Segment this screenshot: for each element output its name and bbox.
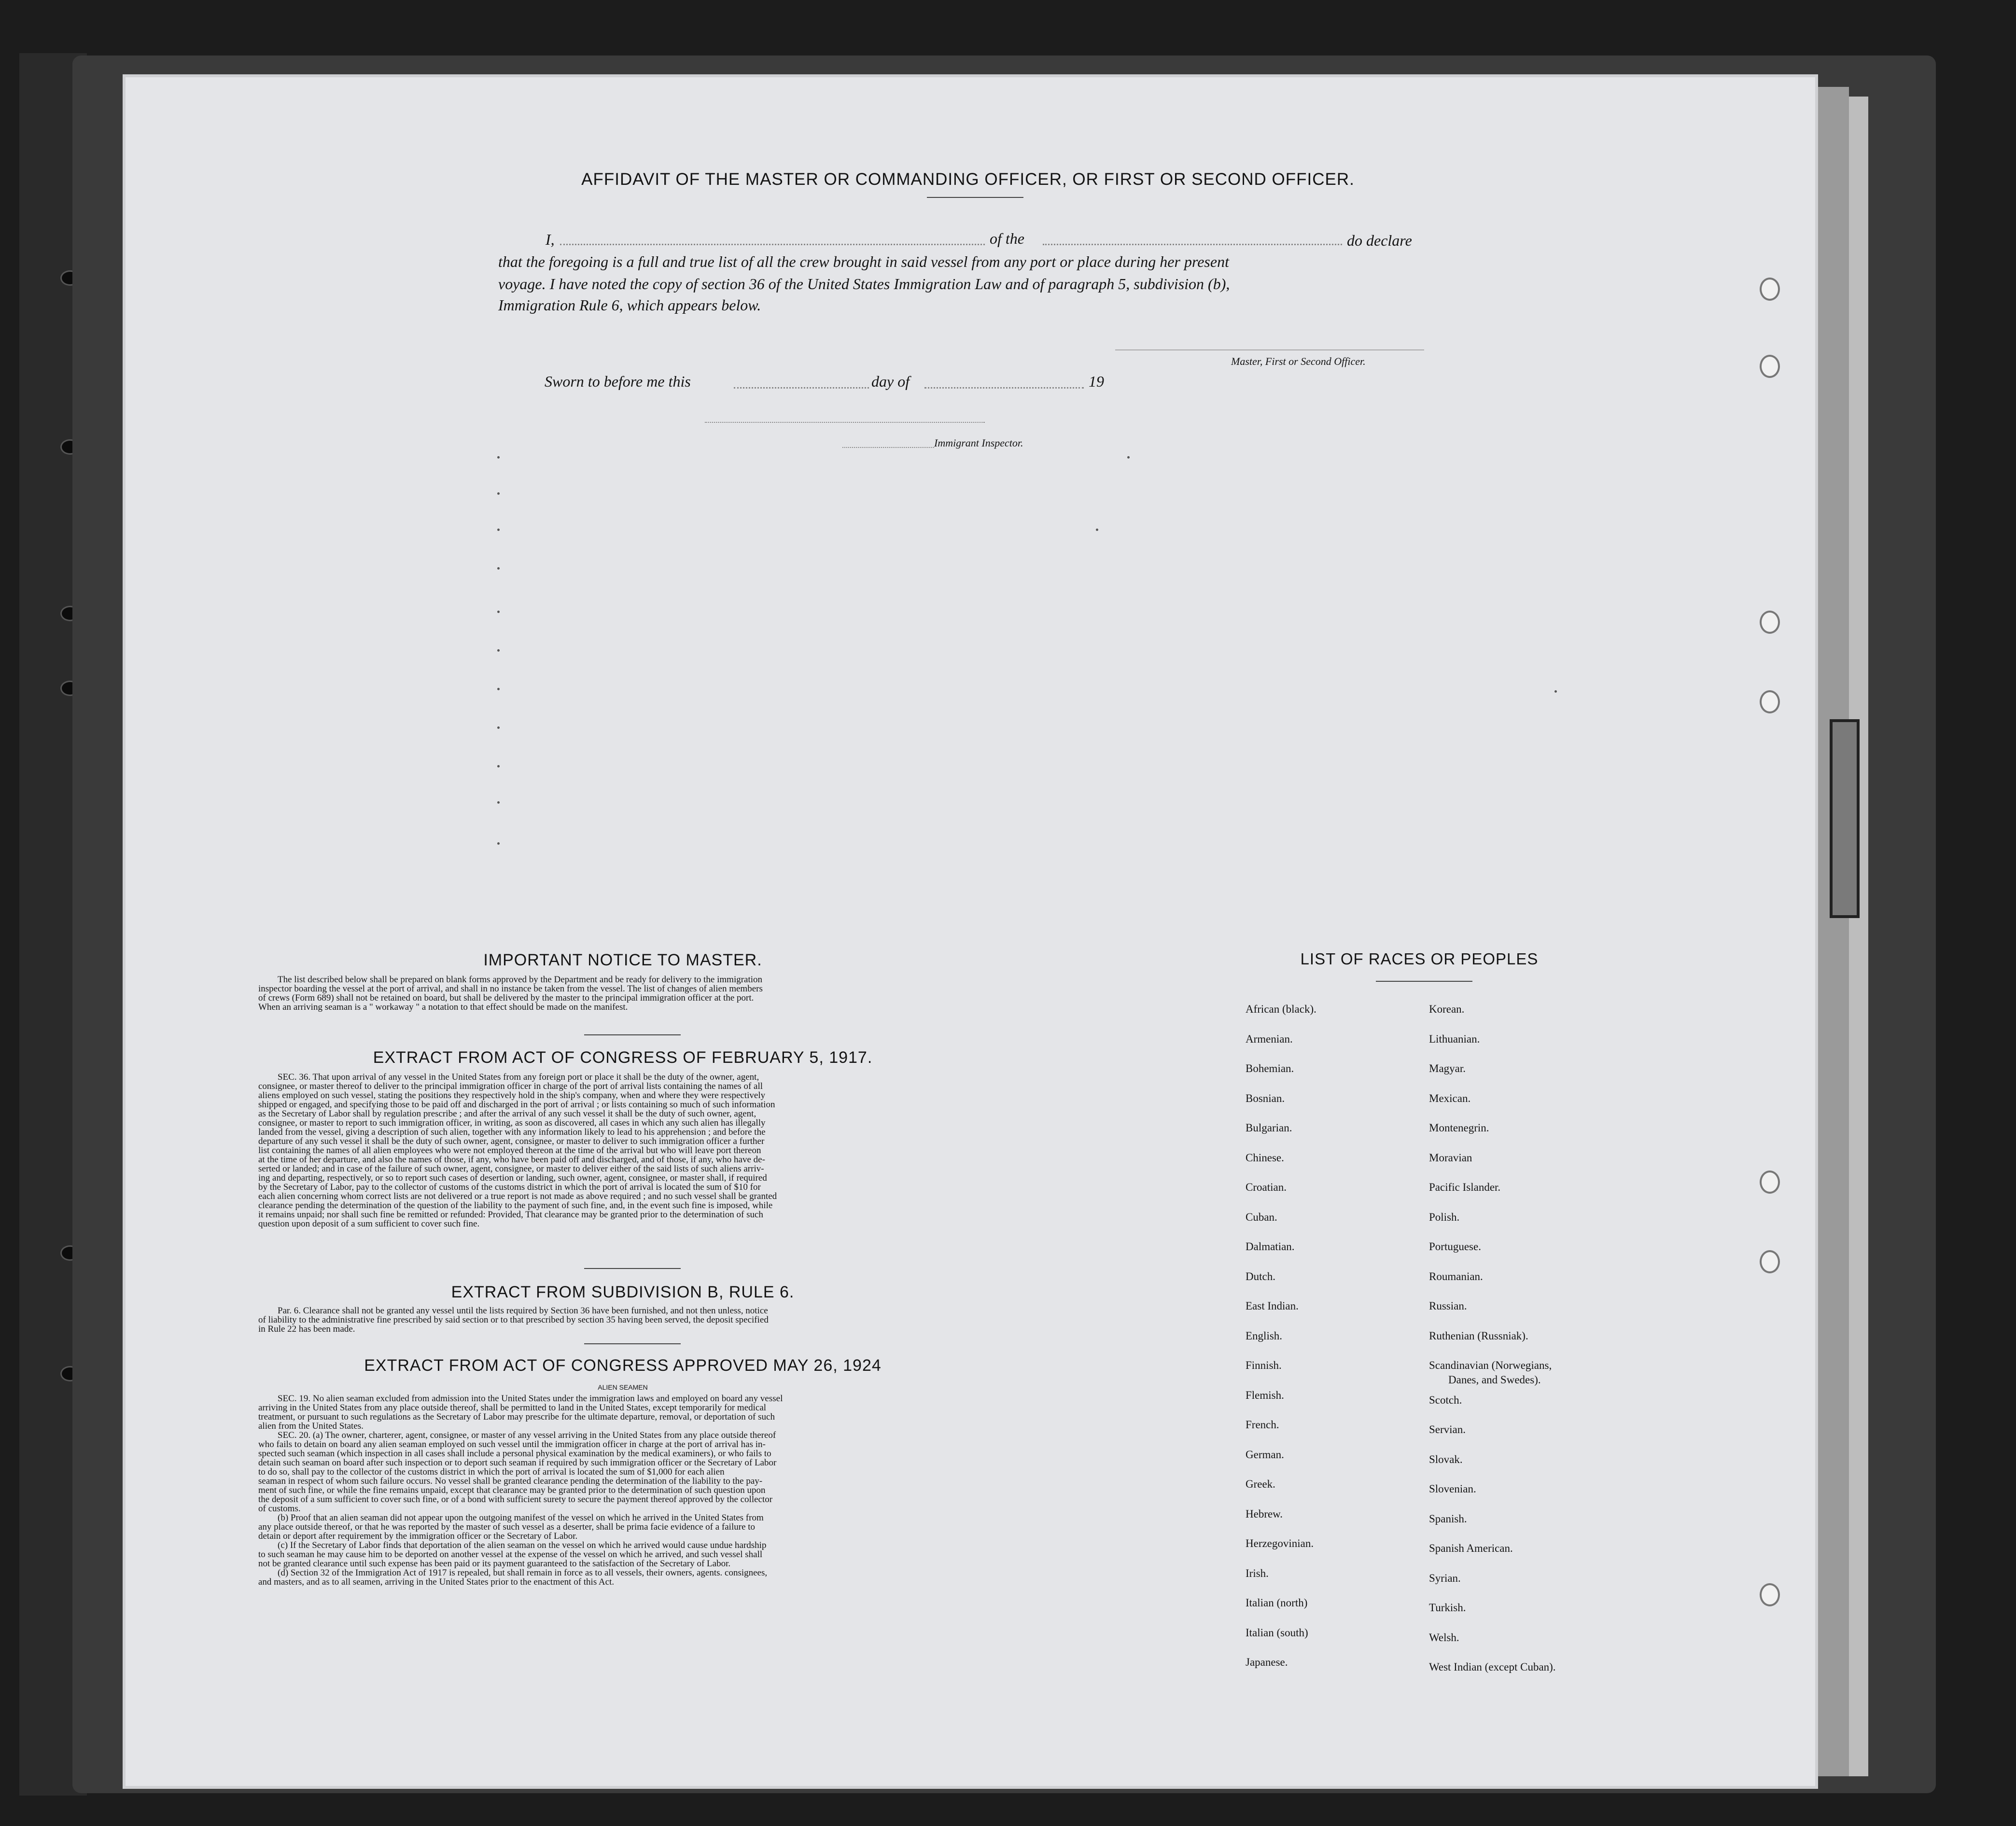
text-line: any place outside thereof, or that he was reported by the master of such vessel as a deserter, shall be prima facie evidence of a failure to xyxy=(258,1522,756,1532)
text-line: consignee, or master to report to such immigration officer, in writing, as soon as discovered, all cases in which any such alien has illegally xyxy=(258,1118,766,1128)
race-item: East Indian. xyxy=(1246,1300,1299,1312)
sworn-label: Sworn to before me this xyxy=(545,373,691,390)
speck xyxy=(497,842,500,845)
race-item: Polish. xyxy=(1429,1211,1460,1223)
speck xyxy=(497,492,500,495)
vessel-blank[interactable] xyxy=(1043,244,1342,245)
race-item: Korean. xyxy=(1429,1003,1465,1015)
speck xyxy=(497,801,500,804)
race-item: Turkish. xyxy=(1429,1602,1466,1614)
title-rule xyxy=(927,197,1023,198)
race-item: Cuban. xyxy=(1246,1211,1277,1223)
race-item: English. xyxy=(1246,1329,1283,1342)
race-item: Slovak. xyxy=(1429,1453,1463,1465)
text-line: each alien concerning whom correct lists are not delivered or a true report is not made as above required ; and no such vessel shall be granted xyxy=(258,1191,777,1201)
text-line: at the time of her departure, and also the names of those, if any, who have been paid off and discharged, and of those, if any, who have de- xyxy=(258,1155,765,1165)
race-item: Bulgarian. xyxy=(1246,1122,1292,1134)
speck xyxy=(497,456,500,459)
text-line: not be granted clearance until such expense has been paid or its payment guaranteed to the satisfaction of the Secretary of Labor. xyxy=(258,1559,731,1569)
text-line: alien from the United States. xyxy=(258,1421,364,1431)
race-item: Scandinavian (Norwegians, xyxy=(1429,1359,1552,1371)
page-edge xyxy=(1849,97,1868,1776)
text-line: spected such seaman (which inspection in all cases shall include a personal physical examination by the medical examiners), or who fails to xyxy=(258,1449,771,1459)
master-signature-label: Master, First or Second Officer. xyxy=(1231,355,1366,367)
text-line: landed from the vessel, giving a description of such alien, together with any information likely to lead to his apprehension ; and before the xyxy=(258,1127,766,1137)
race-item: Croatian. xyxy=(1246,1181,1287,1193)
speck xyxy=(497,611,500,613)
race-item: Slovenian. xyxy=(1429,1483,1476,1495)
race-item: Chinese. xyxy=(1246,1151,1284,1164)
text-line: arriving in the United States from any place outside thereof, shall be permitted to land in the United States, except temporarily for medical xyxy=(258,1403,767,1413)
text-line: serted or landed; and in case of the failure of such owner, agent, consignee, or master to deliver either of the said lists of such aliens arriv- xyxy=(258,1164,764,1174)
race-item: Flemish. xyxy=(1246,1389,1284,1401)
text-line: clearance pending the determination of the question of the liability to the payment of such fine, and, in the event such fine is imposed, while xyxy=(258,1200,773,1211)
speck xyxy=(497,649,500,652)
day-of-label: day of xyxy=(871,373,910,390)
text-line: as the Secretary of Labor shall by regulation prescribe ; and after the arrival of any such vessel it shall be the duty of such owner, agent, xyxy=(258,1109,756,1119)
speck xyxy=(497,529,500,531)
extract-1924-text xyxy=(258,1394,987,1587)
race-item: Japanese. xyxy=(1246,1656,1288,1668)
race-item: Danes, and Swedes). xyxy=(1448,1374,1541,1386)
race-item: Russian. xyxy=(1429,1300,1467,1312)
sworn-day-blank[interactable] xyxy=(734,387,869,389)
text-line: When an arriving seaman is a " workaway " a notation to that effect should be made on the manifest. xyxy=(258,1002,628,1012)
section-rule xyxy=(584,1268,681,1269)
affidavit-line2: that the foregoing is a full and true list of all the crew brought in said vessel from any port or place during her present xyxy=(498,253,1229,270)
inspector-signature-line[interactable] xyxy=(842,447,934,448)
speck xyxy=(497,688,500,690)
race-item: Lithuanian. xyxy=(1429,1032,1480,1045)
race-item: Bosnian. xyxy=(1246,1092,1285,1104)
text-line: Par. 6. Clearance shall not be granted any vessel until the lists required by Section 36 have been furnished, and not then unless, notice xyxy=(278,1306,768,1316)
punch-hole xyxy=(1760,690,1780,713)
text-line: detain or deport after requirement by the immigration officer or the Secretary of Labor. xyxy=(258,1531,578,1541)
notice-title: IMPORTANT NOTICE TO MASTER. xyxy=(483,951,762,969)
race-item: Moravian xyxy=(1429,1151,1472,1164)
punch-hole xyxy=(1760,355,1780,378)
text-line: aliens employed on such vessel, stating the positions they respectively hold in the ship's company, when and where they were respectively xyxy=(258,1090,766,1101)
text-line: question upon deposit of a sum sufficient to cover such fine. xyxy=(258,1219,480,1229)
speck xyxy=(497,765,500,767)
affidavit-line3: voyage. I have noted the copy of section 36 of the United States Immigration Law and of paragraph 5, subdivision (b), xyxy=(498,275,1230,293)
page-tab xyxy=(1830,719,1860,918)
text-line: the deposit of a sum sufficient to cover such fine, or of a bond with sufficient surety to secure the payment thereof approved by the collector xyxy=(258,1494,773,1505)
punch-hole xyxy=(1760,1583,1780,1606)
race-item: Servian. xyxy=(1429,1423,1466,1436)
text-line: in Rule 22 has been made. xyxy=(258,1324,355,1334)
race-item: Ruthenian (Russniak). xyxy=(1429,1329,1528,1342)
punch-hole xyxy=(1760,278,1780,301)
text-line: The list described below shall be prepared on blank forms approved by the Department and be ready for delivery to the immigration xyxy=(278,975,763,985)
text-line: (b) Proof that an alien seaman did not appear upon the outgoing manifest of the vessel on which he arrived in the United States from xyxy=(278,1513,764,1523)
race-item: Irish. xyxy=(1246,1567,1269,1579)
race-item: Mexican. xyxy=(1429,1092,1471,1104)
text-line: treatment, or pursuant to such regulations as the Secretary of Labor may prescribe for the ultimate departure, removal, or deportation of such xyxy=(258,1412,775,1422)
race-item: Italian (north) xyxy=(1246,1597,1308,1609)
speck xyxy=(1554,690,1557,693)
text-line: to do so, shall pay to the collector of the customs district in which the port of arrival is located the sum of $1,000 for each alien xyxy=(258,1467,725,1477)
race-item: Portuguese. xyxy=(1429,1241,1481,1253)
text-line: detain such seaman on board after such inspection or to deport such seaman if required by such immigration officer or the Secretary of Labor xyxy=(258,1458,777,1468)
text-line: ing and departing, respectively, or so to report such cases of desertion or landing, such owner, agent, consignee, or master shall, if required xyxy=(258,1173,767,1183)
race-item: Finnish. xyxy=(1246,1359,1282,1371)
punch-hole xyxy=(1760,611,1780,634)
text-line: by the Secretary of Labor, pay to the collector of customs of the customs district in which the port of arrival is located the sum of $10 for xyxy=(258,1182,761,1192)
race-item: Welsh. xyxy=(1429,1631,1459,1644)
extract-1917-title: EXTRACT FROM ACT OF CONGRESS OF FEBRUARY 5, 1917. xyxy=(373,1048,873,1067)
text-line: shipped or engaged, and specifying those to be paid off and discharged in the port of arrival ; or lists containing so much of such information xyxy=(258,1100,775,1110)
race-item: French. xyxy=(1246,1419,1279,1431)
race-item: Hebrew. xyxy=(1246,1507,1283,1520)
year-label: 19 xyxy=(1089,373,1104,390)
race-item: Pacific Islander. xyxy=(1429,1181,1501,1193)
master-signature-line[interactable] xyxy=(1115,349,1424,350)
race-item: Montenegrin. xyxy=(1429,1122,1489,1134)
inspector-line-upper xyxy=(705,422,985,423)
affidavit-of-the: of the xyxy=(990,230,1024,247)
text-line: it remains unpaid; nor shall such fine be remitted or refunded: Provided, That clearance may be granted prior to the determination of such xyxy=(258,1210,763,1220)
text-line: who fails to detain on board any alien seaman employed on such vessel until the immigration officer in charge at the port of arrival has in- xyxy=(258,1439,766,1450)
extract-1917-text xyxy=(258,1073,987,1228)
text-line: consignee, or master thereof to deliver to the principal immigration officer in charge of the port of arrival lists containing the names of all xyxy=(258,1081,763,1091)
speck xyxy=(1096,529,1098,531)
notice-text xyxy=(258,975,987,1012)
race-item: Spanish American. xyxy=(1429,1542,1513,1554)
extract-1924-title: EXTRACT FROM ACT OF CONGRESS APPROVED MAY 26, 1924 xyxy=(364,1356,882,1375)
speck xyxy=(497,567,500,570)
text-line: and masters, and as to all seamen, arriving in the United States prior to the enactment of this Act. xyxy=(258,1577,615,1587)
affidavit-declare: do declare xyxy=(1347,232,1412,249)
race-item: Dutch. xyxy=(1246,1270,1275,1282)
race-item: Syrian. xyxy=(1429,1572,1461,1584)
text-line: SEC. 36. That upon arrival of any vessel in the United States from any foreign port or place it shall be the duty of the owner, agent, xyxy=(278,1072,759,1082)
section-rule xyxy=(584,1343,681,1344)
sworn-month-blank[interactable] xyxy=(924,387,1084,389)
race-item: Spanish. xyxy=(1429,1512,1467,1525)
race-item: Italian (south) xyxy=(1246,1626,1308,1639)
race-item: Herzegovinian. xyxy=(1246,1537,1314,1549)
race-item: Greek. xyxy=(1246,1478,1275,1490)
race-item: Bohemian. xyxy=(1246,1062,1294,1074)
text-line: (d) Section 32 of the Immigration Act of 1917 is repealed, but shall remain in force as to all vessels, their owners, agents. consignees, xyxy=(278,1568,768,1578)
text-line: of customs. xyxy=(258,1504,301,1514)
extract-1924-subtitle: ALIEN SEAMEN xyxy=(598,1383,648,1391)
text-line: of crews (Form 689) shall not be retained on board, but shall be delivered by the master to the principal immigration officer at the port. xyxy=(258,993,754,1003)
punch-hole xyxy=(1760,1171,1780,1194)
extract-rule6-text xyxy=(258,1306,987,1334)
races-rule xyxy=(1376,981,1472,982)
race-item: West Indian (except Cuban). xyxy=(1429,1661,1556,1673)
race-item: Dalmatian. xyxy=(1246,1241,1295,1253)
race-item: African (black). xyxy=(1246,1003,1316,1015)
race-item: Scotch. xyxy=(1429,1394,1462,1406)
speck xyxy=(1127,456,1130,459)
race-item: Magyar. xyxy=(1429,1062,1466,1074)
extract-rule6-title: EXTRACT FROM SUBDIVISION B, RULE 6. xyxy=(451,1283,795,1301)
text-line: to such seaman he may cause him to be deported on another vessel at the expense of the vessel on which he arrived, and such vessel shall xyxy=(258,1549,763,1560)
affidavit-line4: Immigration Rule 6, which appears below. xyxy=(498,296,761,314)
race-item: German. xyxy=(1246,1448,1284,1461)
affidavit-title: AFFIDAVIT OF THE MASTER OR COMMANDING OFFICER, OR FIRST OR SECOND OFFICER. xyxy=(581,170,1355,189)
speck xyxy=(497,726,500,729)
races-title: LIST OF RACES OR PEOPLES xyxy=(1300,950,1539,968)
race-item: Armenian. xyxy=(1246,1032,1293,1045)
text-line: departure of any such vessel it shall be the duty of such owner, agent, consignee, or master to deliver to such immigration officer a further xyxy=(258,1136,765,1146)
text-line: of liability to the administrative fine prescribed by said section or to that prescribed by section 35 having been served, the deposit specified xyxy=(258,1315,769,1325)
punch-hole xyxy=(1760,1250,1780,1273)
text-line: (c) If the Secretary of Labor finds that deportation of the alien seaman on the vessel on which he arrived would cause undue hardship xyxy=(278,1540,767,1550)
inspector-label: Immigrant Inspector. xyxy=(934,437,1023,449)
text-line: ment of such fine, or while the fine remains unpaid, except that clearance may be granted prior to the determination of such question upon xyxy=(258,1485,766,1495)
text-line: SEC. 20. (a) The owner, charterer, agent, consignee, or master of any vessel arriving in the United States from any place outside thereof xyxy=(278,1430,776,1440)
section-rule xyxy=(584,1034,681,1035)
affidavit-i: I, xyxy=(546,231,555,248)
name-blank[interactable] xyxy=(560,244,985,245)
text-line: SEC. 19. No alien seaman excluded from admission into the United States under the immigration laws and employed on board any vessel xyxy=(278,1394,783,1404)
text-line: seaman in respect of whom such failure occurs. No vessel shall be granted clearance pending the determination of the liability to the pay- xyxy=(258,1476,763,1486)
text-line: inspector boarding the vessel at the port of arrival, and shall in no instance be taken from the vessel. The list of changes of alien members xyxy=(258,984,763,994)
page-edge xyxy=(1815,87,1849,1776)
race-item: Roumanian. xyxy=(1429,1270,1483,1282)
text-line: list containing the names of all alien employees who were not employed thereon at the time of the arrival but who will leave port thereon xyxy=(258,1145,761,1156)
